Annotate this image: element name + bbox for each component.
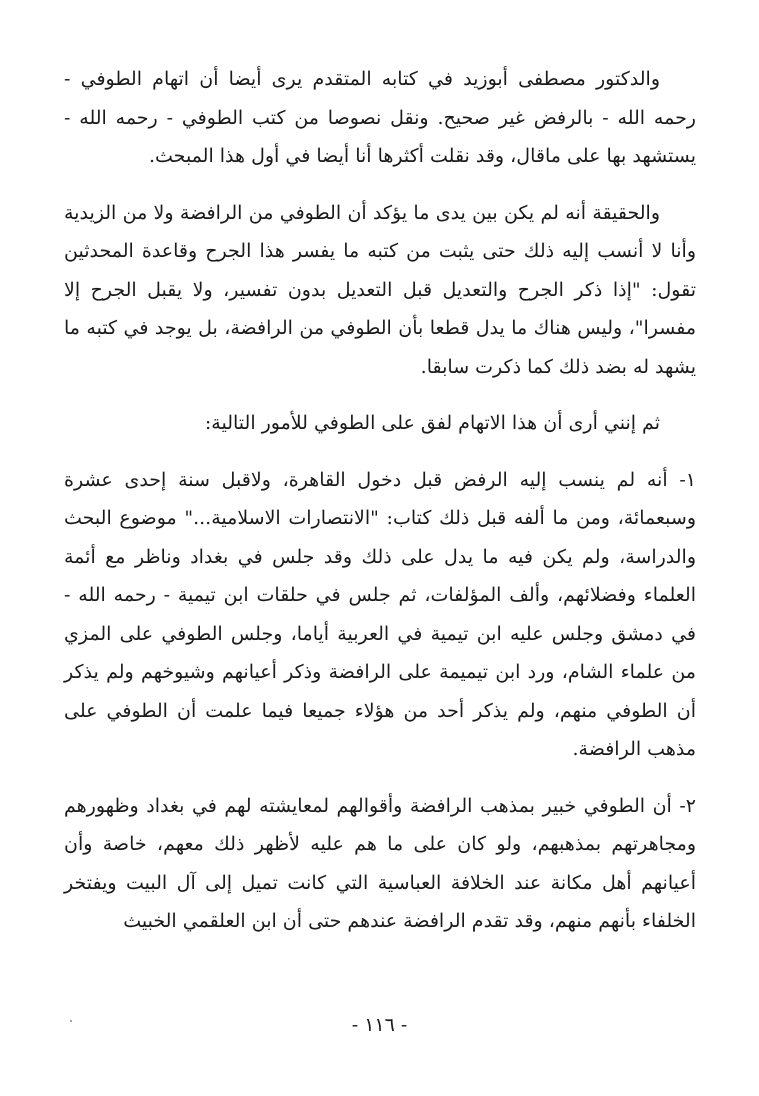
paragraph-abuzaid: والدكتور مصطفى أبوزيد في كتابه المتقدم يرى أيضا أن اتهام الطوفي - رحمه الله - بالرفض غير صحيح. ونقل نصوصا من كتب الطوفي - رحمه الله - يستشهد بها على ماقال، وقد نقلت أكثرها أنا أيضا في أول هذا المبحث. [64,68,696,167]
page-body [64,60,696,959]
paragraph-intro-list: ثم إنني أرى أن هذا الاتهام لفق على الطوفي للأمور التالية: [204,412,660,434]
list-item-1: ١- أنه لم ينسب إليه الرفض قبل دخول القاهرة، ولاقبل سنة إحدى عشرة وسبعمائة، ومن ما ألفه قبل ذلك كتاب: "الانتصارات الاسلامية..." موضوع البحث والدراسة، ولم يكن فيه ما يدل على ذلك وقد جلس في بغداد وناظر مع أئمة العلماء وفضلائهم، وألف المؤلفات، ثم جلس في حلقات ابن تيمية - رحمه الله - في دمشق وجلس عليه ابن تيمية في العربية أياما، وجلس الطوفي على المزي من علماء الشام، ورد ابن تيميمة على الرافضة وذكر أعيانهم وشيوخهم ولم يذكر أن الطوفي منهم، ولم يذكر أحد من هؤلاء جميعا فيما علمت أن الطوفي على مذهب الرافضة. [64,468,696,760]
stray-mark [70,1020,72,1022]
paragraph-truth: والحقيقة أنه لم يكن بين يدى ما يؤكد أن الطوفي من الرافضة ولا من الزيدية وأنا لا أنسب إليه ذلك حتى يثبت من كتبه ما يفسر هذا الجرح وقاعدة المحدثين تقول: "إذا ذكر الجرح والتعديل قبل التعديل بدون تفسير، ولا يقبل الجرح إلا مفسرا"، وليس هناك ما يدل قطعا بأن الطوفي من الرافضة، بل يوجد في كتبه ما يشهد له بضد ذلك كما ذكرت سابقا. [64,201,696,378]
list-item-2: ٢- أن الطوفي خبير بمذهب الرافضة وأقوالهم لمعايشته لهم في بغداد وظهورهم ومجاهرتهم بمذهبهم، ولو كان على ما هم عليه لأظهر ذلك معهم، خاصة وأن أعيانهم أهل مكانة عند الخلافة العباسية التي كانت تميل إلى آل البيت ويفتخر الخلفاء بأنهم منهم، وقد تقدم الرافضة عندهم حتى أن ابن العلقمي الخبيث [64,794,696,932]
page-number: - ١١٦ - [351,1014,408,1036]
